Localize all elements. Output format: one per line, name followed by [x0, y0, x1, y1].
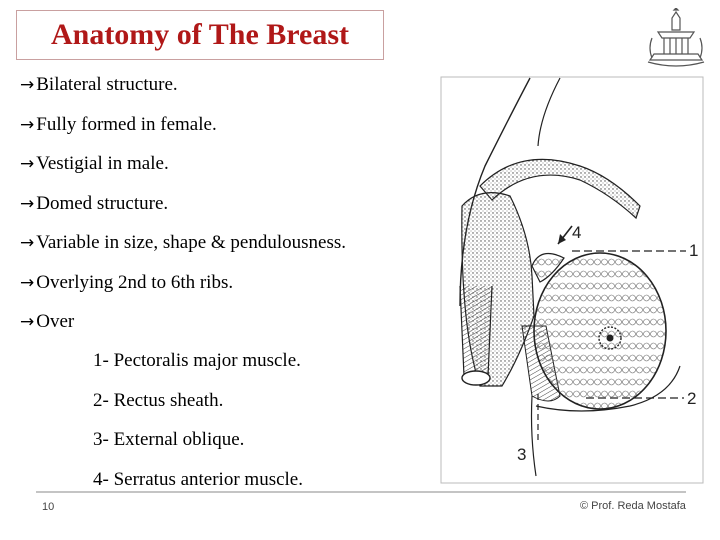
bullet-text: Over	[36, 311, 75, 332]
slide-title: Anatomy of The Breast	[50, 18, 350, 51]
figure-label-4: 4	[572, 223, 582, 242]
sub-item: 2- Rectus sheath.	[93, 390, 224, 411]
page-number: 10	[42, 501, 55, 513]
bullet-item	[20, 272, 233, 294]
bullet-text: Domed structure.	[36, 193, 169, 214]
sub-item: 4- Serratus anterior muscle.	[93, 469, 303, 490]
bullet-text: Bilateral structure.	[36, 74, 178, 95]
sub-item: 3- External oblique.	[93, 429, 245, 450]
bullet-item	[20, 311, 74, 333]
arrow-icon: →	[20, 194, 35, 214]
arrow-icon: →	[20, 154, 35, 174]
bullet-item	[20, 114, 217, 136]
bullet-text: Variable in size, shape & pendulousness.	[36, 232, 346, 253]
bullet-text: Vestigial in male.	[36, 153, 169, 174]
footer-divider	[36, 491, 686, 493]
bullet-item	[20, 74, 178, 96]
title-box	[16, 10, 384, 60]
breast-anatomy-figure	[440, 76, 704, 484]
arrow-icon: →	[20, 233, 35, 253]
bullet-text: Overlying 2nd to 6th ribs.	[36, 272, 234, 293]
figure-label-2: 2	[687, 389, 697, 408]
copyright-text: © Prof. Reda Mostafa	[580, 500, 686, 512]
arrow-icon: →	[20, 115, 35, 135]
bullet-item	[20, 193, 168, 215]
arrow-icon: →	[20, 273, 35, 293]
arrow-icon: →	[20, 75, 35, 95]
arrow-icon: →	[20, 312, 35, 332]
bullet-text: Fully formed in female.	[36, 114, 217, 135]
sub-item: 1- Pectoralis major muscle.	[93, 350, 301, 371]
bullet-item	[20, 153, 169, 175]
figure-label-1: 1	[689, 241, 699, 260]
figure-label-3: 3	[517, 445, 527, 464]
university-logo-icon	[644, 8, 708, 68]
bullet-item	[20, 232, 346, 254]
